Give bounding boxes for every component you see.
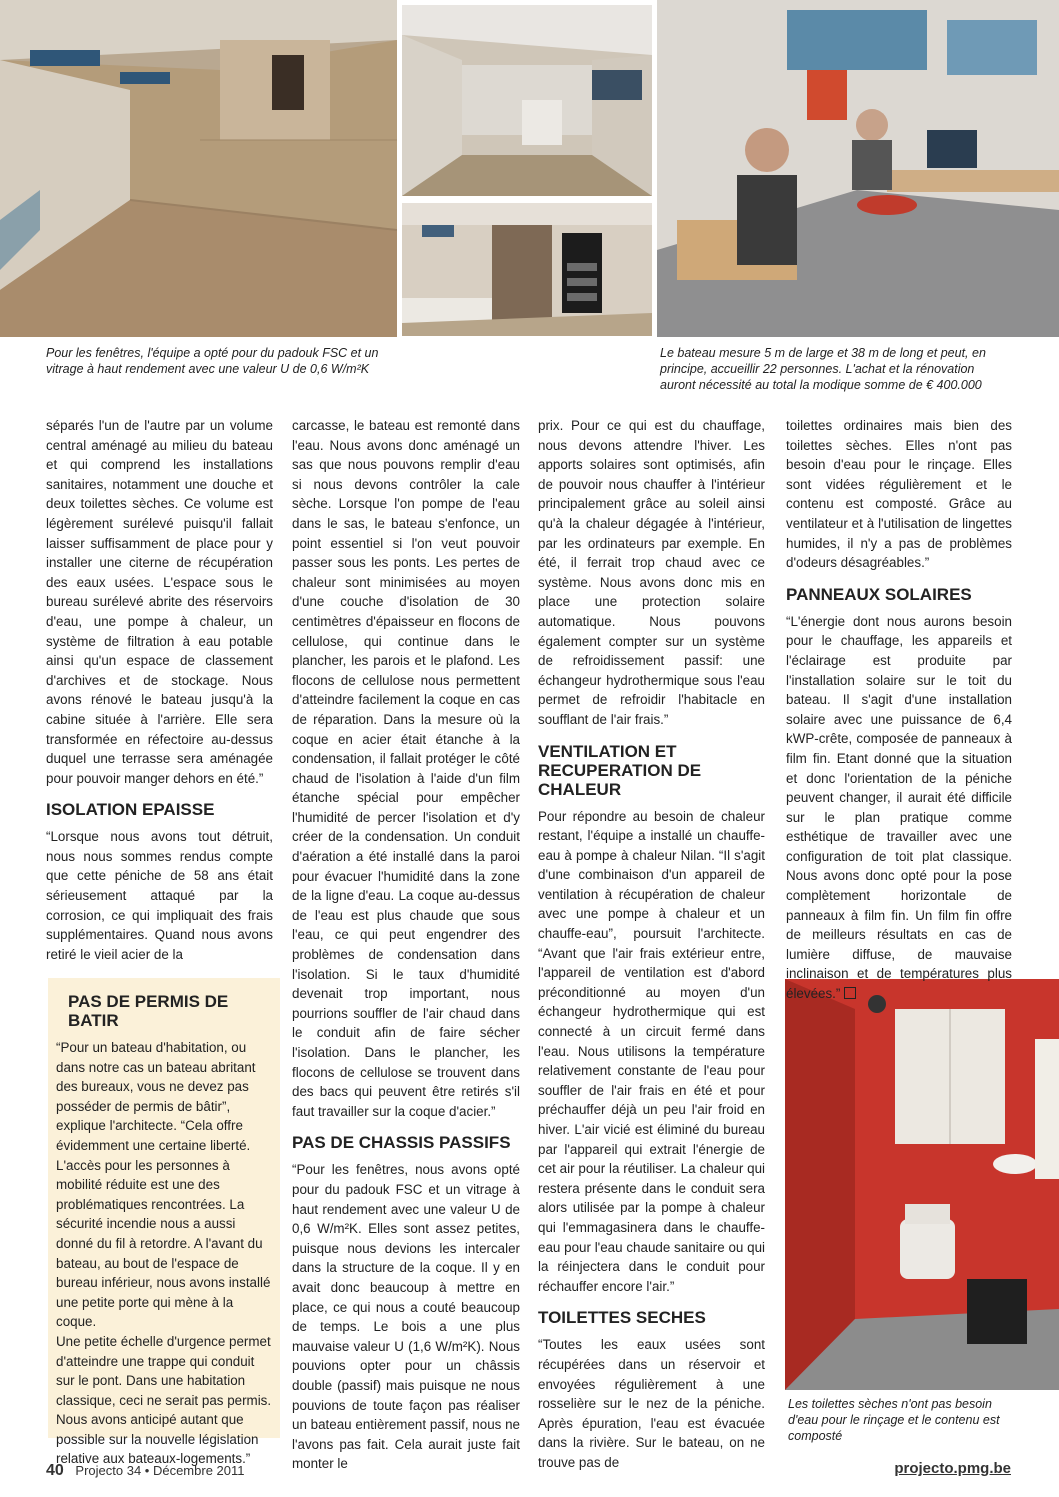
paragraph: carcasse, le bateau est remonté dans l'eau. Nous avons donc aménagé un sas que nous pouvons remplir d'eau si nous devons contrôler la cale sèche. Lorsque l'on pompe de l'eau dans le sas, le bateau s'enfonce, un point essentiel si l'on veut pouvoir passer sous les ponts. Les pertes de chaleur sont minimisées au moyen d'une couche d'isolation de 30 centimètres d'épaisseur en flocons de cellulose, qui continue dans le plancher, les parois et le plafond. Les flocons de cellulose nous permettent d'atteindre facilement la coque en cas de réparation. Dans la mesure où la coque en acier était étanche à la condensation, il fallait protéger le côté chaud de l'isolation à l'aide d'un film étanche spécial pour empêcher l'humidité de percer l'isolation et d'y créer de la condensation. Un conduit d'aération a été installé dans la paroi pour évacuer l'humidité dans la zone de la ligne d'eau. La coque au-dessus de l'eau est plus chaude que sous l'eau, ce qui peut engendrer des problèmes de condensation dans l'isolation. Si le taux d'humidité devenait trop important, nous pourrions souffler de l'air chaud dans le conduit afin de faire sécher l'isolation. Dans le plancher, les flocons de cellulose se trouvent dans des bacs qui peuvent être retirés s'il faut travailler sur la coque d'acier.”: [292, 418, 520, 1119]
website-link[interactable]: projecto.pmg.be: [894, 1460, 1011, 1477]
interior-construction-photo: [0, 0, 397, 337]
section-heading-toilettes: TOILETTES SECHES: [538, 1308, 706, 1328]
cabin-interior-photo: [402, 5, 652, 196]
footer-left: [46, 1462, 245, 1480]
caption-toilets: Les toilettes sèches n'ont pas besoin d'eau pour le rinçage et le contenu est composté: [788, 1397, 1000, 1443]
section-heading-chassis: PAS DE CHASSIS PASSIFS: [292, 1133, 511, 1153]
caption-boat: Le bateau mesure 5 m de large et 38 m de long et peut, en principe, accueillir 22 personnes. L'achat et la rénovation auront nécessité au total la modique somme de € 400.000: [660, 346, 986, 392]
caption-windows: Pour les fenêtres, l'équipe a opté pour du padouk FSC et un vitrage à haut rendement avec une valeur U de 0,6 W/m²K: [46, 346, 379, 376]
end-of-article-icon: [844, 987, 856, 999]
paragraph: “Pour les fenêtres, nous avons opté pour du padouk FSC et un vitrage à haut rendement avec une valeur U de 0,6 W/m²K. Elles sont assez petites, puisque nous devions les intercaler dans la structure de la coque. Il y en avait donc beaucoup à mettre en place, ce qui nous a couté beaucoup de temps. Le bois a une plus mauvaise valeur U (1,6 W/m²K). Nous pouvions opter pour un châssis double (passif) mais puisque ne nous pouvions de toute façon pas réaliser un bateau entièrement passif, nous ne l'avons pas fait. Cela aurait juste fait monter le: [292, 1162, 520, 1472]
office-people-photo: [657, 0, 1059, 337]
paragraph: “Toutes les eaux usées sont récupérées dans un réservoir et envoyées régulièrement à une rosselière sur le nez de la péniche. Après épuration, l'eau est évacuée dans la rivière. Sur le bateau, on ne trouve pas de: [538, 1337, 765, 1470]
text-column-1: [46, 416, 273, 964]
box-text: Nous avons anticipé autant que possible sur la nouvelle législation relative aux bateaux-logements.”: [56, 1412, 259, 1467]
paragraph: Pour répondre au besoin de chaleur restant, l'équipe a installé un chauffe-eau à pompe à chaleur Nilan. “Il s'agit d'une combinaison d'un appareil de ventilation à récupération de chaleur avec une pompe à chaleur et un chauffe-eau”, poursuit l'architecte. “Avant que l'air frais extérieur entre, l'appareil de ventilation est d'abord préconditionné au moyen d'un échangeur hydrothermique qui est connecté à un circuit fermé dans l'eau. Nous utilisons la température relativement constante de l'eau pour souffler de l'air frais en été et pour préchauffer déjà un peu l'air froid en hiver. L'air vicié est éliminé du bureau par l'appareil qui extrait l'énergie de cet air pour la réutiliser. La chaleur qui restera présente dans le conduit sera alors utilisée par la pompe à chaleur qui l'emmagasinera dans le chauffe-eau pour l'eau chaude sanitaire ou qui la réinjectera dans le conduit pour réchauffer encore l'air.”: [538, 808, 765, 1294]
section-heading-ventilation: VENTILATION ET RECUPERATION DE CHALEUR: [538, 741, 702, 799]
paragraph: séparés l'un de l'autre par un volume central aménagé au milieu du bateau et qui comprend les installations sanitaires, notamment une douche et deux toilettes sèches. Ce volume est légèrement surélevé puisqu'il fallait laisser suffisamment de place pour y installer une citerne de récupération des eaux usées. L'espace sous le bureau surélevé abrite des réservoirs d'eau, une pompe à chaleur, un système de filtration à eau potable ainsi qu'un espace de classement d'archives et de stockage. Nous avons rénové le bateau jusqu'à la cabine située à l'arrière. Elle sera transformée en réfectoire au-dessus duquel une terrasse sera aménagée pour pouvoir manger dehors en été.”: [46, 418, 273, 786]
dry-toilet-photo: [785, 979, 1059, 1390]
text-column-2: [292, 416, 520, 1474]
page-number: 40: [46, 1462, 64, 1479]
text-column-3: [538, 416, 765, 1473]
box-text: Une petite échelle d'urgence permet d'atteindre une trappe qui conduit sur le pont. Dans une habitation classique, ceci ne serait pas permis.: [56, 1333, 272, 1408]
issue-info: Projecto 34 • Décembre 2011: [75, 1463, 245, 1478]
section-heading-panneaux: PANNEAUX SOLAIRES: [786, 584, 972, 604]
paragraph: toilettes ordinaires mais bien des toilettes sèches. Elles n'ont pas besoin d'eau pour le rinçage. Elles sont vidées régulièrement et le contenu est composté. Grâce au ventilateur et à l'utilisation de lingettes humides, il n'y a pas de problèmes d'odeurs désagréables.”: [786, 418, 1012, 571]
paragraph: [786, 612, 1012, 1004]
box-text: “Pour un bateau d'habitation, ou dans notre cas un bateau abritant des bureaux, vous ne devez pas posséder de permis de bâtir”, explique l'architecte. “Cela offre évidemment une certaine liberté. L'accès pour les personnes à mobilité réduite est une des problématiques rencontrées. La sécurité incendie nous a aussi donné du fil à retordre. A l'avant du bateau, au bout de l'espace de bureau inférieur, nous avons installé une petite porte qui mène à la coque.: [56, 1040, 271, 1330]
paragraph: “Lorsque nous avons tout détruit, nous nous sommes rendus compte que cette péniche de 58 ans était sérieusement attaqué par la corrosion, ce qui impliquait des frais supplémentaires. Quand nous avons retiré le vieil acier de la: [46, 829, 273, 962]
stairs-interior-photo: [402, 203, 652, 336]
sidebar-box: [48, 978, 280, 1467]
paragraph-text: “L'énergie dont nous aurons besoin pour le chauffage, les appareils et l'éclairage est produite par l'installation solaire sur le toit du bateau. Il s'agit d'une installation solaire avec une puissance de 6,4 kWP-crête, composée de panneaux à film fin. Etant donné que la situation et donc l'orientation de la péniche peuvent changer, il aurait été difficile sur le plan pratique comme esthétique de travailler avec une configuration de toit plat classique. Nous avons donc opté pour la pose complètement horizontale de panneaux à film fin. Un film fin offre de meilleurs résultats en cas de lumière diffuse, de mauvaise inclinaison et de températures plus élevées.”: [786, 613, 1012, 1002]
paragraph: prix. Pour ce qui est du chauffage, nous devons attendre l'hiver. Les apports solaires sont optimisés, afin de pouvoir nous chauffer à l'intérieur principalement grâce au soleil ainsi qu'à la chaleur dégagée à l'intérieur, par les ordinateurs par exemple. En été, il ferrait trop chaud avec ce système. Nous avons donc mis en place une protection solaire automatique. Nous pouvons également compter sur un système de refroidissement passif: une échangeur hydrothermique sous l'eau permet de refroidir l'habitacle en soufflant de l'air frais.”: [538, 418, 765, 727]
box-title: PAS DE PERMIS DE BATIR: [68, 992, 229, 1030]
section-heading-isolation: ISOLATION EPAISSE: [46, 800, 215, 820]
text-column-4: [786, 416, 1012, 1004]
